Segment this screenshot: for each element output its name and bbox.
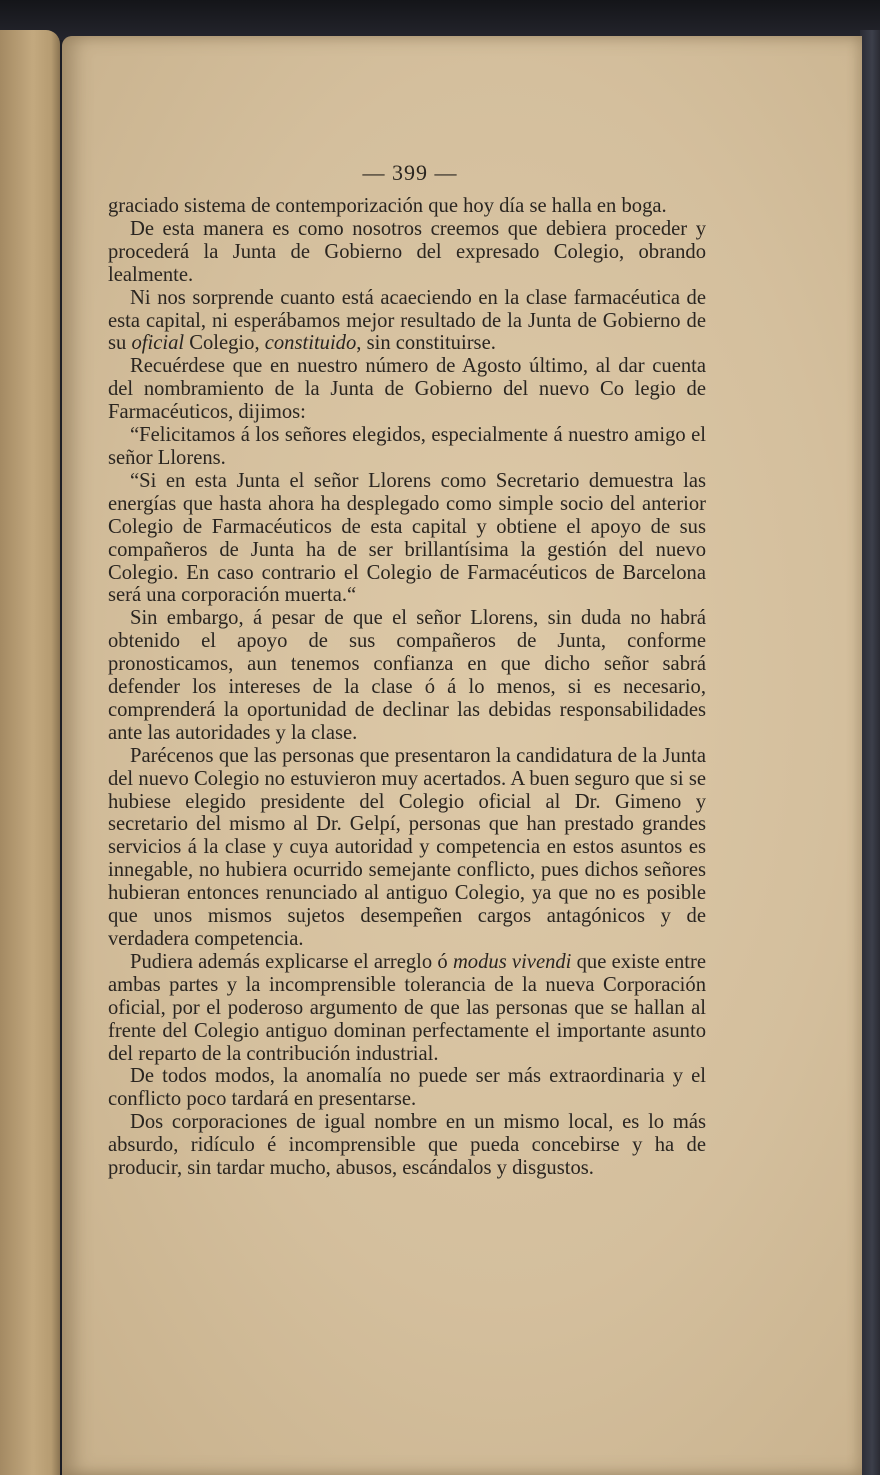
facing-page-edge [0, 30, 60, 1475]
page-body-text [108, 195, 706, 1180]
book-edge-right [860, 30, 880, 1475]
paragraph: Recuérdese que en nuestro número de Agosto último, al dar cuenta del nombramiento de la Junta de Gobierno del nuevo Co legio de Farmacéuticos, dijimos: [108, 355, 706, 424]
paragraph: De todos modos, la anomalía no puede ser más extraordinaria y el conflicto poco tardará en presentarse. [108, 1065, 706, 1111]
paragraph: graciado sistema de contemporización que hoy día se halla en boga. [108, 195, 667, 217]
paragraph: Dos corporaciones de igual nombre en un mismo local, es lo más absurdo, ridículo é incomprensible que pueda concebirse y ha de producir, sin tardar mucho, abusos, escándalos y disgustos. [108, 1111, 706, 1180]
page-number: — 399 — [362, 160, 458, 185]
paragraph: “Si en esta Junta el señor Llorens como Secretario demuestra las energías que hasta ahora ha desplegado como simple socio del anterior Colegio de Farmacéuticos de esta capital y obtiene el apoyo de sus compañeros de Junta ha de ser brillantísima la gestión del nuevo Colegio. En caso contrario el Colegio de Farmacéuticos de Barcelona será una corporación muerta.“ [108, 469, 706, 607]
book-cover-top [0, 0, 880, 40]
paragraph: Ni nos sorprende cuanto está acaeciendo en la clase farmacéutica de esta capital, ni esperábamos mejor resultado de la Junta de Gobierno de su oficial Colegio, constituido, sin constituirse. [108, 286, 706, 355]
paragraph: “Felicitamos á los señores elegidos, especialmente á nuestro amigo el señor Llorens. [108, 424, 706, 469]
paragraph: De esta manera es como nosotros creemos que debiera proceder y procederá la Junta de Gobierno del expresado Colegio, obrando lealmente. [108, 217, 706, 286]
paragraph: Pudiera además explicarse el arreglo ó modus vivendi que existe entre ambas partes y la incomprensible tolerancia de la nueva Corporación oficial, por el poderoso argumento de que las personas que se hallan al frente del Colegio antiguo dominan perfectamente el importante asunto del reparto de la contribución industrial. [108, 950, 706, 1065]
paragraph: Sin embargo, á pesar de que el señor Llorens, sin duda no habrá obtenido el apoyo de sus compañeros de Junta, conforme pronosticamos, aun tenemos confianza en que dicho señor sabrá defender los intereses de la clase ó á lo menos, si es necesario, comprenderá la oportunidad de declinar las debidas responsabilidades ante las autoridades y la clase. [108, 607, 706, 744]
paragraph: Parécenos que las personas que presentaron la candidatura de la Junta del nuevo Colegio no estuvieron muy acertados. A buen seguro que si se hubiese elegido presidente del Colegio oficial al Dr. Gimeno y secretario del mismo al Dr. Gelpí, personas que han prestado grandes servicios á la clase y cuya autoridad y competencia en estos asuntos es innegable, no hubiera ocurrido semejante conflicto, pues dichos señores hubieran entonces renunciado al antiguo Colegio, ya que no es posible que unos mismos sujetos desempeñen cargos antagónicos y de verdadera competencia. [108, 744, 706, 950]
